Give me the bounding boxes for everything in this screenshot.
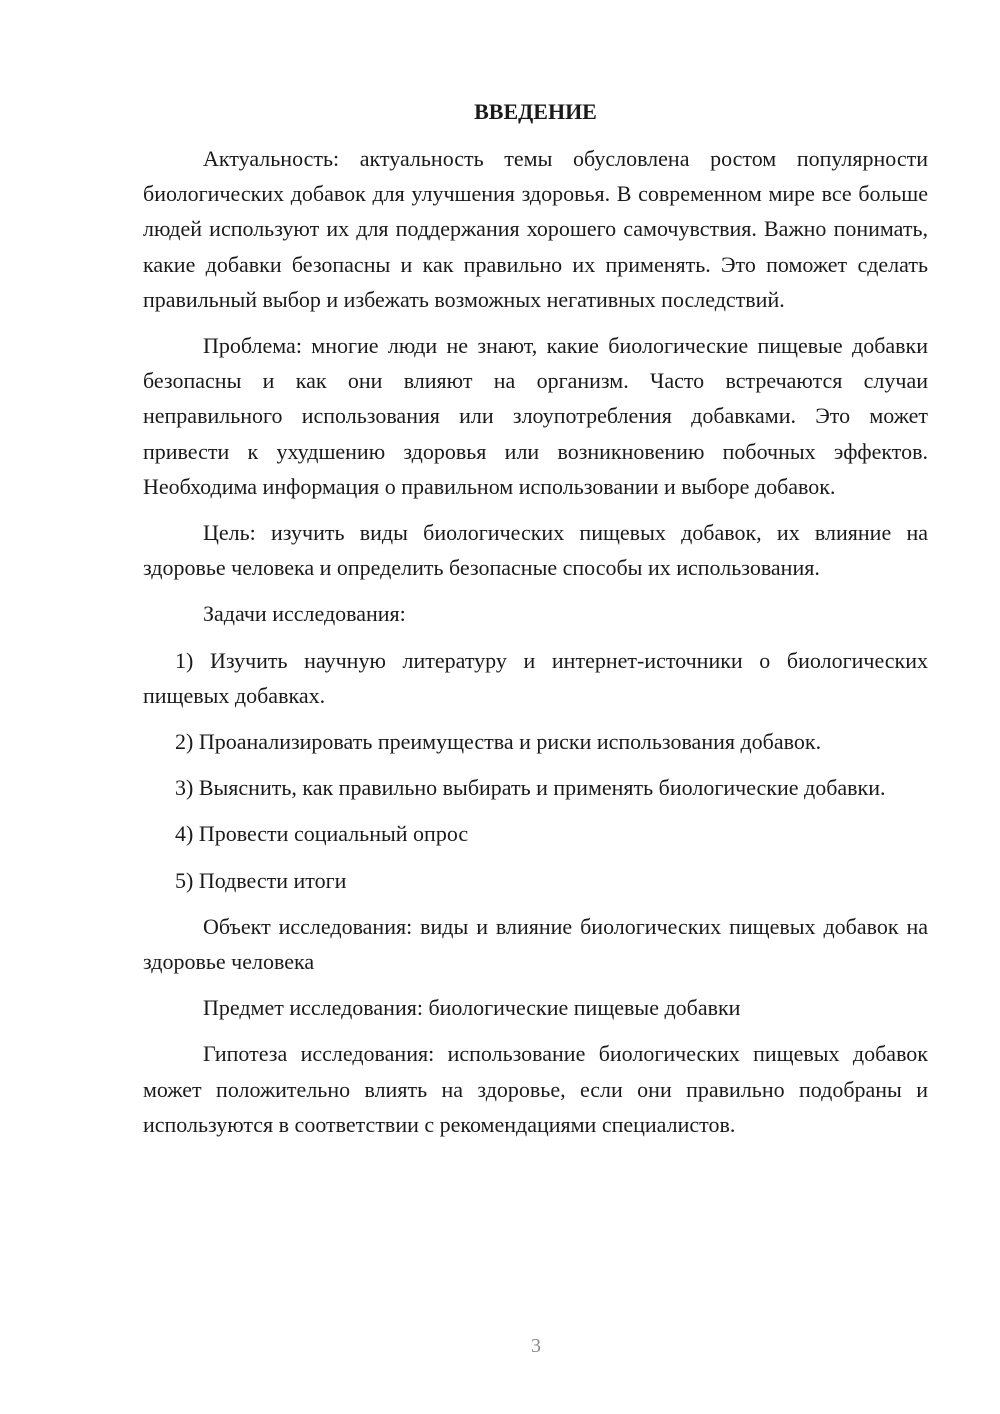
paragraph-subject: Предмет исследования: биологические пищевые добавки	[203, 995, 741, 1021]
paragraph-hypothesis: Гипотеза исследования: использование биологических пищевых добавок может положительно влиять на здоровье, если они правильно подобраны и используются в соответствии с рекомендациями специалистов.	[143, 1041, 928, 1137]
task-item-2: 2) Проанализировать преимущества и риски использования добавок.	[175, 729, 822, 755]
task-item-5: 5) Подвести итоги	[175, 867, 347, 893]
paragraph-relevance: Актуальность: актуальность темы обусловлена ростом популярности биологических добавок для улучшения здоровья. В современном мире все больше людей используют их для поддержания хорошего самочувствия. Важно понимать, какие добавки безопасны и как правильно их применять. Это поможет сделать правильный выбор и избежать возможных негативных последствий.	[143, 146, 928, 312]
paragraph-object: Объект исследования: виды и влияние биологических пищевых добавок на здоровье человека	[143, 913, 928, 975]
task-item-1: 1) Изучить научную литературу и интернет-источники о биологических пищевых добавках.	[143, 647, 928, 708]
page-number: 3	[531, 1335, 541, 1357]
paragraph-problem: Проблема: многие люди не знают, какие биологические пищевые добавки безопасны и как они влияют на организм. Часто встречаются случаи неправильного использования или злоупотребления добавками. Это может привести к ухудшению здоровья или возникновению побочных эффектов. Необходима информация о правильном использовании и выборе добавок.	[143, 333, 928, 499]
task-item-3: 3) Выяснить, как правильно выбирать и применять биологические добавки.	[175, 775, 886, 801]
paragraph-tasks-heading: Задачи исследования:	[203, 601, 406, 627]
section-title: ВВЕДЕНИЕ	[474, 99, 597, 124]
paragraph-goal: Цель: изучить виды биологических пищевых добавок, их влияние на здоровье человека и определить безопасные способы их использования.	[143, 520, 928, 581]
page-content	[143, 94, 928, 1142]
task-item-4: 4) Провести социальный опрос	[175, 821, 469, 847]
